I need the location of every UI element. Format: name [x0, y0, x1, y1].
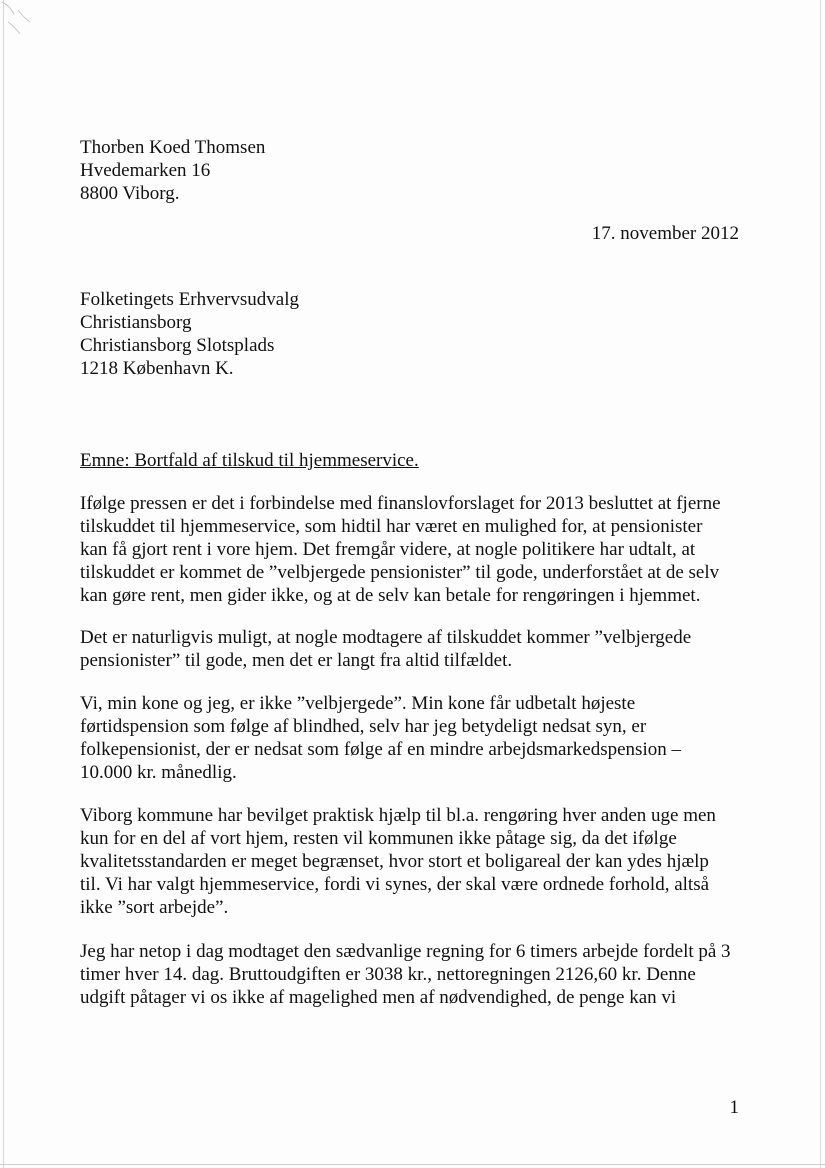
body-paragraph — [80, 804, 760, 919]
paragraph-line: tilskuddet til hjemmeservice, som hidtil har været en mulighed for, at pensionister — [80, 516, 703, 537]
paragraph-line: ikke ”sort arbejde”. — [80, 897, 229, 918]
paragraph-line: tilskuddet er kommet de ”velbjergede pensionister” til gode, underforstået at de selv — [80, 562, 720, 583]
body-paragraph — [80, 692, 760, 784]
scan-edge-left — [3, 0, 4, 1168]
paragraph-line: kun for en del af vort hjem, resten vil kommunen ikke påtage sig, da det ifølge — [80, 828, 677, 849]
sender-address — [80, 136, 265, 205]
recipient-line: Folketingets Erhvervsudvalg — [80, 289, 299, 310]
letter-date: 17. november 2012 — [591, 223, 739, 244]
recipient-line: Christiansborg Slotsplads — [80, 335, 275, 356]
paragraph-line: pensionister” til gode, men det er langt fra altid tilfældet. — [80, 650, 513, 671]
body-paragraph — [80, 626, 760, 672]
recipient-address — [80, 288, 299, 380]
paragraph-line: kan gøre rent, men gider ikke, og at de selv kan betale for rengøringen i hjemmet. — [80, 585, 701, 606]
paragraph-line: førtidspension som følge af blindhed, selv har jeg betydeligt nedsat syn, er — [80, 716, 647, 737]
letter-subject: Emne: Bortfald af tilskud til hjemmeservice. — [80, 450, 419, 471]
paragraph-line: Viborg kommune har bevilget praktisk hjælp til bl.a. rengøring hver anden uge men — [80, 805, 716, 826]
recipient-line: Christiansborg — [80, 312, 192, 333]
body-paragraph — [80, 492, 760, 607]
page-number: 1 — [729, 1097, 739, 1118]
paragraph-line: 10.000 kr. månedlig. — [80, 762, 237, 783]
paragraph-line: udgift påtager vi os ikke af magelighed men af nødvendighed, de penge kan vi — [80, 987, 677, 1008]
paragraph-line: til. Vi har valgt hjemmeservice, fordi vi synes, der skal være ordnede forhold, altså — [80, 874, 710, 895]
scan-edge-bottom — [0, 1164, 825, 1165]
paragraph-line: Jeg har netop i dag modtaget den sædvanlige regning for 6 timers arbejde fordelt på 3 — [80, 941, 731, 962]
paragraph-line: folkepensionist, der er nedsat som følge af en mindre arbejdsmarkedspension – — [80, 739, 681, 760]
sender-street: Hvedemarken 16 — [80, 160, 211, 181]
scan-edge-right — [820, 0, 821, 1168]
paragraph-line: Vi, min kone og jeg, er ikke ”velbjergede”. Min kone får udbetalt højeste — [80, 693, 636, 714]
paragraph-line: kan få gjort rent i vore hjem. Det fremgår videre, at nogle politikere har udtalt, at — [80, 539, 696, 560]
sender-name: Thorben Koed Thomsen — [80, 137, 266, 158]
scan-corner-mark — [0, 0, 60, 40]
body-paragraph — [80, 940, 760, 1009]
paragraph-line: Ifølge pressen er det i forbindelse med finanslovforslaget for 2013 besluttet at fjerne — [80, 493, 721, 514]
paragraph-line: kvalitetsstandarden er meget begrænset, hvor stort et boligareal der kan ydes hjælp — [80, 851, 709, 872]
paragraph-line: timer hver 14. dag. Bruttoudgiften er 3038 kr., nettoregningen 2126,60 kr. Denne — [80, 964, 696, 985]
sender-city: 8800 Viborg. — [80, 183, 180, 204]
recipient-line: 1218 København K. — [80, 358, 234, 379]
paragraph-line: Det er naturligvis muligt, at nogle modtagere af tilskuddet kommer ”velbjergede — [80, 627, 692, 648]
